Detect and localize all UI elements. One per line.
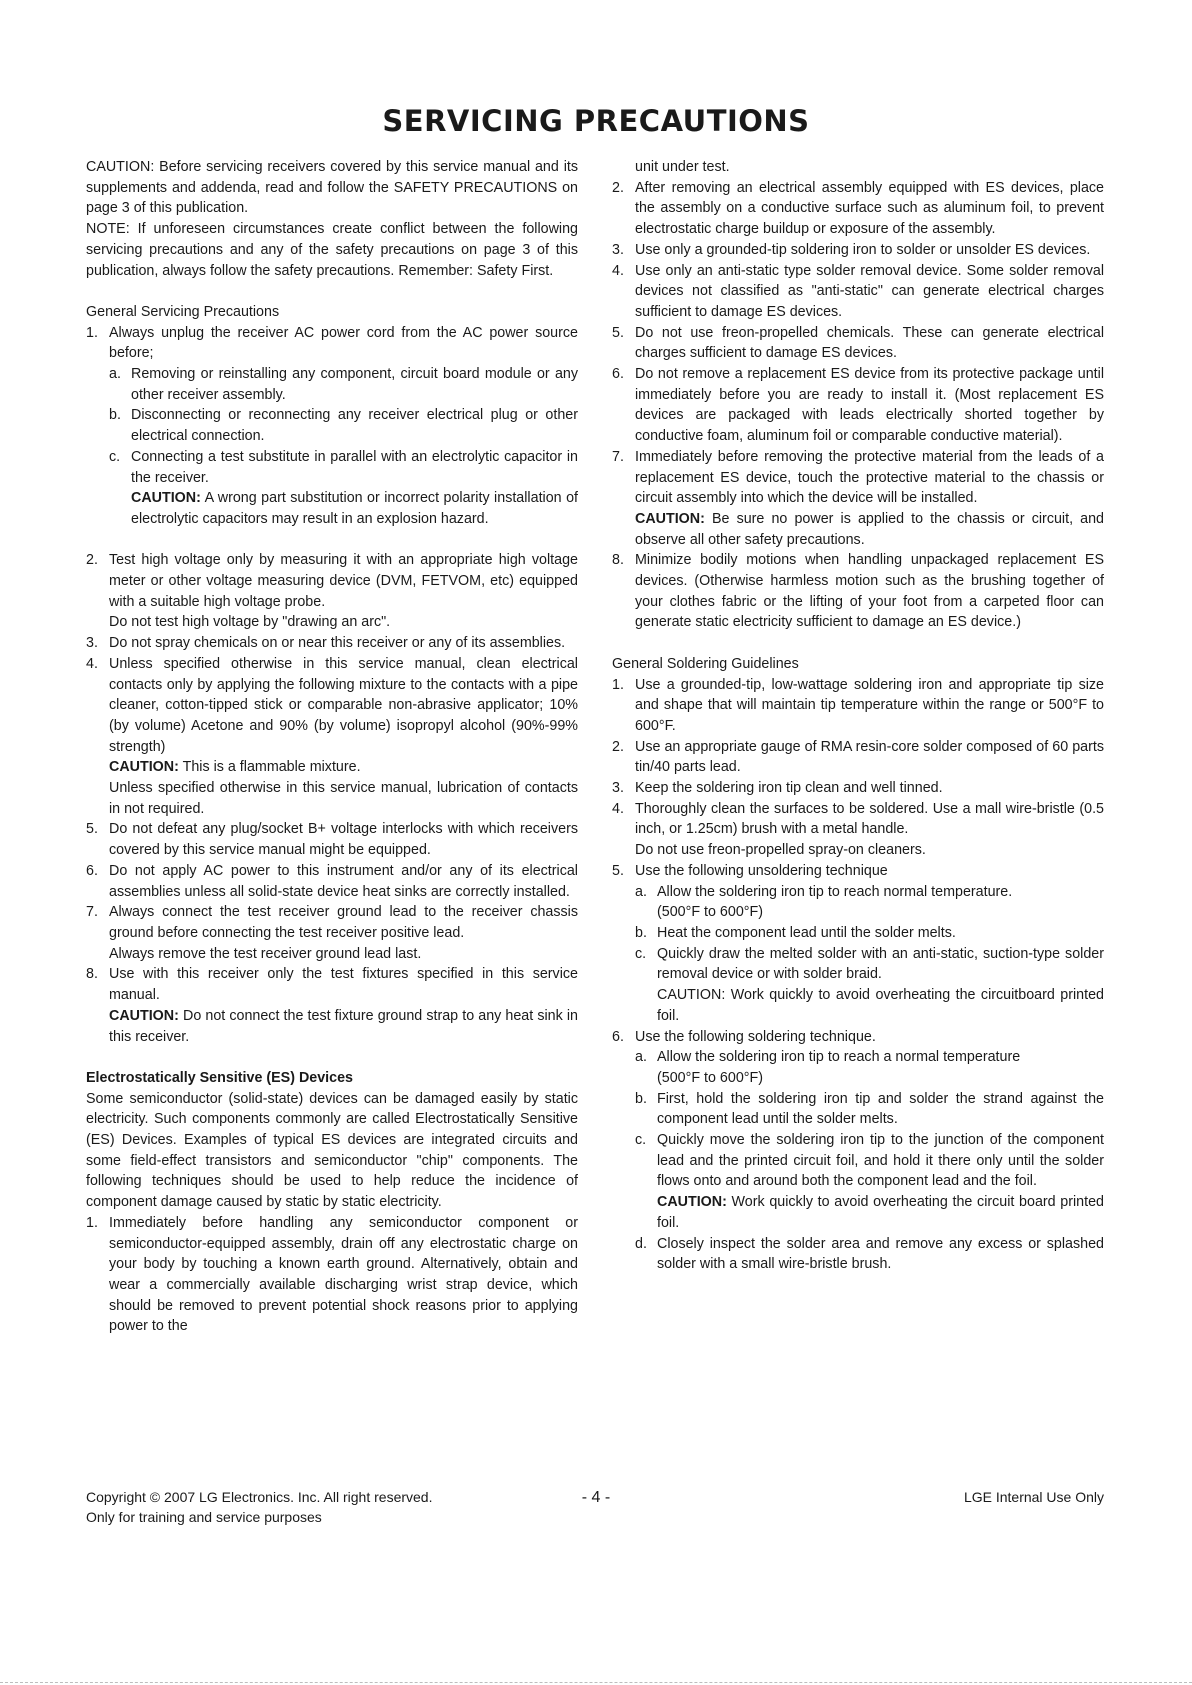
item-number: c. (109, 448, 121, 465)
page-title: SERVICING PRECAUTIONS (382, 104, 810, 138)
item-number: 5. (612, 324, 624, 341)
item-number: c. (635, 945, 647, 962)
list-item (86, 1213, 578, 1337)
page-edge-divider (0, 1682, 1192, 1683)
item-text: Allow the soldering iron tip to reach normal temperature. (657, 883, 1013, 900)
list-item (86, 654, 578, 758)
item-text: Use the following soldering technique. (635, 1028, 876, 1045)
item-number: d. (635, 1235, 647, 1252)
item-text: Do not spray chemicals on or near this receiver or any of its assemblies. (109, 635, 566, 652)
caution-text: Be sure no power is applied to the chassis or circuit, and observe all other safety precautions. (635, 510, 1104, 548)
item-text: Always unplug the receiver AC power cord from the AC power source before; (109, 324, 578, 362)
item-text: Test high voltage only by measuring it with an appropriate high voltage meter or other voltage measuring device (DVM, FETVOM, etc) equipped with a suitable high voltage probe. (109, 552, 578, 610)
list-item (86, 819, 578, 860)
list-item (612, 1027, 1104, 1048)
item-number: 4. (612, 800, 624, 817)
item-number: c. (635, 1132, 647, 1149)
sub-list-item (612, 1047, 1104, 1068)
item-number: 6. (612, 366, 624, 383)
item-text: Use a grounded-tip, low-wattage soldering iron and appropriate tip size and shape that will maintain tip temperature within the range or 500°F to 600°F. (635, 676, 1104, 734)
item-number: 4. (612, 262, 624, 279)
sub-list-item (612, 1234, 1104, 1275)
item-text: Minimize bodily motions when handling unpackaged replacement ES devices. (Otherwise harmless motion such as the brushing together of your clothes fabric or the lifting of your foot from a carpeted floor can generate static electricity sufficient to damage an ES device.) (635, 552, 1104, 631)
es-intro: Some semiconductor (solid-state) devices can be damaged easily by static electricity. Such components commonly are called Electrostatically Sensitive (ES) Devices. Examples of typical ES devices are integrated circuits and some field-effect transistors and semiconductor "chip" components. The following techniques should be used to help reduce the incidence of component damage caused by static by static electricity. (86, 1090, 578, 1211)
sub-list-item (612, 1089, 1104, 1130)
item-text: Use only an anti-static type solder removal device. Some solder removal devices not classified as "anti-static" can generate electrical charges sufficient to damage ES devices. (635, 262, 1104, 320)
item-text: Always connect the test receiver ground lead to the receiver chassis ground before connecting the test receiver positive lead. (109, 904, 578, 941)
item-number: 5. (86, 821, 98, 838)
item-text: Heat the component lead until the solder melts. (657, 925, 956, 941)
es-devices-heading: Electrostatically Sensitive (ES) Devices (86, 1069, 354, 1086)
caution-text: A wrong part substitution or incorrect polarity installation of electrolytic capacitors may result in an explosion hazard. (131, 490, 578, 527)
caution-note (86, 488, 578, 529)
item-number: 1. (612, 676, 624, 693)
item-extra: Do not use freon-propelled spray-on cleaners. (635, 842, 926, 859)
item-number: 7. (86, 904, 98, 921)
item-number: b. (635, 925, 647, 941)
caution-note (86, 757, 578, 778)
item-number: 6. (86, 862, 98, 879)
sub-list-item (612, 923, 1104, 944)
item-text: Use the following unsoldering technique (635, 862, 888, 879)
item-extra: (500°F to 600°F) (657, 1069, 763, 1086)
list-item (86, 550, 578, 612)
caution-label: CAUTION: (635, 510, 705, 527)
internal-use-label: LGE Internal Use Only (963, 1489, 1104, 1505)
left-column (86, 157, 578, 1337)
list-item (612, 447, 1104, 509)
item-number: 1. (86, 1214, 98, 1231)
item-number: a. (635, 1049, 647, 1066)
list-item (612, 675, 1104, 737)
item-number: a. (109, 366, 121, 383)
sub-list-item (612, 882, 1104, 903)
item-extra: (500°F to 600°F) (657, 904, 763, 921)
item-text: Immediately before removing the protective material from the leads of a replacement ES device, touch the protective material to the chassis or circuit assembly into which the device will be installed. (635, 448, 1104, 507)
item-text: First, hold the soldering iron tip and solder the strand against the component lead until the solder melts. (657, 1090, 1104, 1128)
item-number: 2. (612, 179, 624, 196)
sub-list-item (86, 447, 578, 488)
caution-text: This is a flammable mixture. (178, 759, 361, 776)
copyright-text: Copyright © 2007 LG Electronics. Inc. All right reserved. (86, 1489, 433, 1505)
item-text: Allow the soldering iron tip to reach a normal temperature (657, 1049, 1021, 1066)
list-item (612, 240, 1104, 261)
list-item (612, 364, 1104, 447)
item-number: 1. (86, 324, 98, 341)
list-item (612, 178, 1104, 240)
item-number: 7. (612, 448, 624, 465)
soldering-guidelines-heading: General Soldering Guidelines (612, 655, 799, 672)
item-number: 4. (86, 655, 98, 672)
caution-note: CAUTION: Work quickly to avoid overheating the circuitboard printed foil. (657, 987, 1104, 1024)
caution-note (86, 1006, 578, 1047)
page-number: - 4 - (581, 1489, 611, 1506)
right-column (612, 157, 1104, 1275)
caution-text: Work quickly to avoid overheating the circuit board printed foil. (657, 1194, 1104, 1231)
sub-list-item (86, 364, 578, 405)
item-text: Use an appropriate gauge of RMA resin-core solder composed of 60 parts tin/40 parts lead. (635, 738, 1104, 776)
item-text: Use with this receiver only the test fixtures specified in this service manual. (109, 966, 578, 1004)
caution-text: Do not connect the test fixture ground strap to any heat sink in this receiver. (109, 1007, 578, 1045)
list-item (612, 861, 1104, 882)
list-item (86, 633, 578, 654)
item-number: a. (635, 883, 647, 900)
intro-caution: CAUTION: Before servicing receivers covered by this service manual and its supplements and addenda, read and follow the SAFETY PRECAUTIONS on page 3 of this publication. (86, 159, 578, 217)
caution-label: CAUTION: (109, 1007, 179, 1024)
general-servicing-heading: General Servicing Precautions (86, 303, 280, 320)
list-item (612, 261, 1104, 323)
item-text: Use only a grounded-tip soldering iron to solder or unsolder ES devices. (635, 241, 1091, 258)
item-number: 2. (612, 738, 624, 755)
caution-label: CAUTION: (131, 490, 201, 507)
item-text: After removing an electrical assembly equipped with ES devices, place the assembly on a conductive surface such as aluminum foil, to prevent electrostatic charge buildup or exposure of the assembly. (635, 179, 1104, 238)
sub-list-item (86, 405, 578, 446)
list-item (612, 323, 1104, 364)
item-text: Closely inspect the solder area and remove any excess or splashed solder with a small wire-bristle brush. (657, 1235, 1104, 1273)
item-text: Immediately before handling any semiconductor component or semiconductor-equipped assembly, drain off any electrostatic charge on your body by touching a known earth ground. Alternatively, obtain and wear a commercially available discharging wrist strap device, which should be removed to prevent potential shock reasons prior to applying power to the (109, 1214, 578, 1335)
item-number: b. (109, 407, 121, 424)
item-extra: Do not test high voltage by "drawing an arc". (109, 614, 391, 631)
item-text: Do not apply AC power to this instrument and/or any of its electrical assemblies unless all solid-state device heat sinks are correctly installed. (109, 862, 578, 900)
item-text: Quickly move the soldering iron tip to the junction of the component lead and the printed circuit foil, and hold it there only until the solder flows onto and around both the component lead and the foil. (657, 1132, 1104, 1190)
item-extra: Unless specified otherwise in this service manual, lubrication of contacts in not required. (109, 780, 578, 817)
item-text: Keep the soldering iron tip clean and well tinned. (635, 780, 943, 797)
item-text: Quickly draw the melted solder with an anti-static, suction-type solder removal device or with solder braid. (657, 945, 1104, 983)
item-number: 3. (86, 635, 98, 652)
list-item (612, 778, 1104, 799)
item-number: 5. (612, 862, 624, 879)
list-item (612, 799, 1104, 840)
item-text: Unless specified otherwise in this service manual, clean electrical contacts only by applying the following mixture to the contacts with a pipe cleaner, cotton-tipped stick or comparable non-abrasive applicator; 10% (by volume) Acetone and 90% (by volume) isopropyl alcohol (90%-99% strength) (109, 655, 578, 755)
purpose-text: Only for training and service purposes (86, 1508, 322, 1525)
list-item (86, 861, 578, 902)
item-text: Do not defeat any plug/socket B+ voltage interlocks with which receivers covered by this service manual might be equipped. (109, 821, 578, 859)
caution-note (612, 1192, 1104, 1233)
item-number: 3. (612, 780, 624, 797)
sub-list-item (612, 944, 1104, 985)
list-item (86, 964, 578, 1005)
item-extra: Always remove the test receiver ground lead last. (109, 945, 422, 962)
item-text: Removing or reinstalling any component, circuit board module or any other receiver assembly. (131, 366, 578, 403)
list-item (86, 323, 578, 364)
item-text: Do not remove a replacement ES device from its protective package until immediately before you are ready to install it. (Most replacement ES devices are packaged with leads electrically shorted together by conductive foam, aluminum foil or comparable conductive material). (635, 366, 1104, 445)
item-number: b. (635, 1090, 647, 1107)
item-number: 2. (86, 552, 98, 569)
intro-note: NOTE: If unforeseen circumstances create conflict between the following servicing precautions and any of the safety precautions on page 3 of this publication, always follow the safety precautions. Remember: Safety First. (86, 221, 578, 279)
item-number: 8. (86, 966, 98, 983)
list-item (86, 902, 578, 943)
caution-label: CAUTION: (657, 1194, 727, 1211)
item-text: Connecting a test substitute in parallel with an electrolytic capacitor in the receiver. (131, 448, 578, 486)
item-text: Do not use freon-propelled chemicals. These can generate electrical charges sufficient to damage ES devices. (635, 324, 1104, 362)
item-text: Disconnecting or reconnecting any receiver electrical plug or other electrical connection. (131, 407, 578, 445)
sub-list-item (612, 1130, 1104, 1192)
caution-label: CAUTION: (109, 759, 179, 776)
item-number: 8. (612, 552, 624, 569)
item-number: 3. (612, 241, 624, 258)
list-item (612, 737, 1104, 778)
caution-note (612, 509, 1104, 550)
list-item (612, 550, 1104, 633)
item-text: Thoroughly clean the surfaces to be soldered. Use a mall wire-bristle (0.5 inch, or 1.25cm) brush with a metal handle. (635, 800, 1104, 838)
item-continuation: unit under test. (635, 159, 730, 175)
item-number: 6. (612, 1028, 624, 1045)
